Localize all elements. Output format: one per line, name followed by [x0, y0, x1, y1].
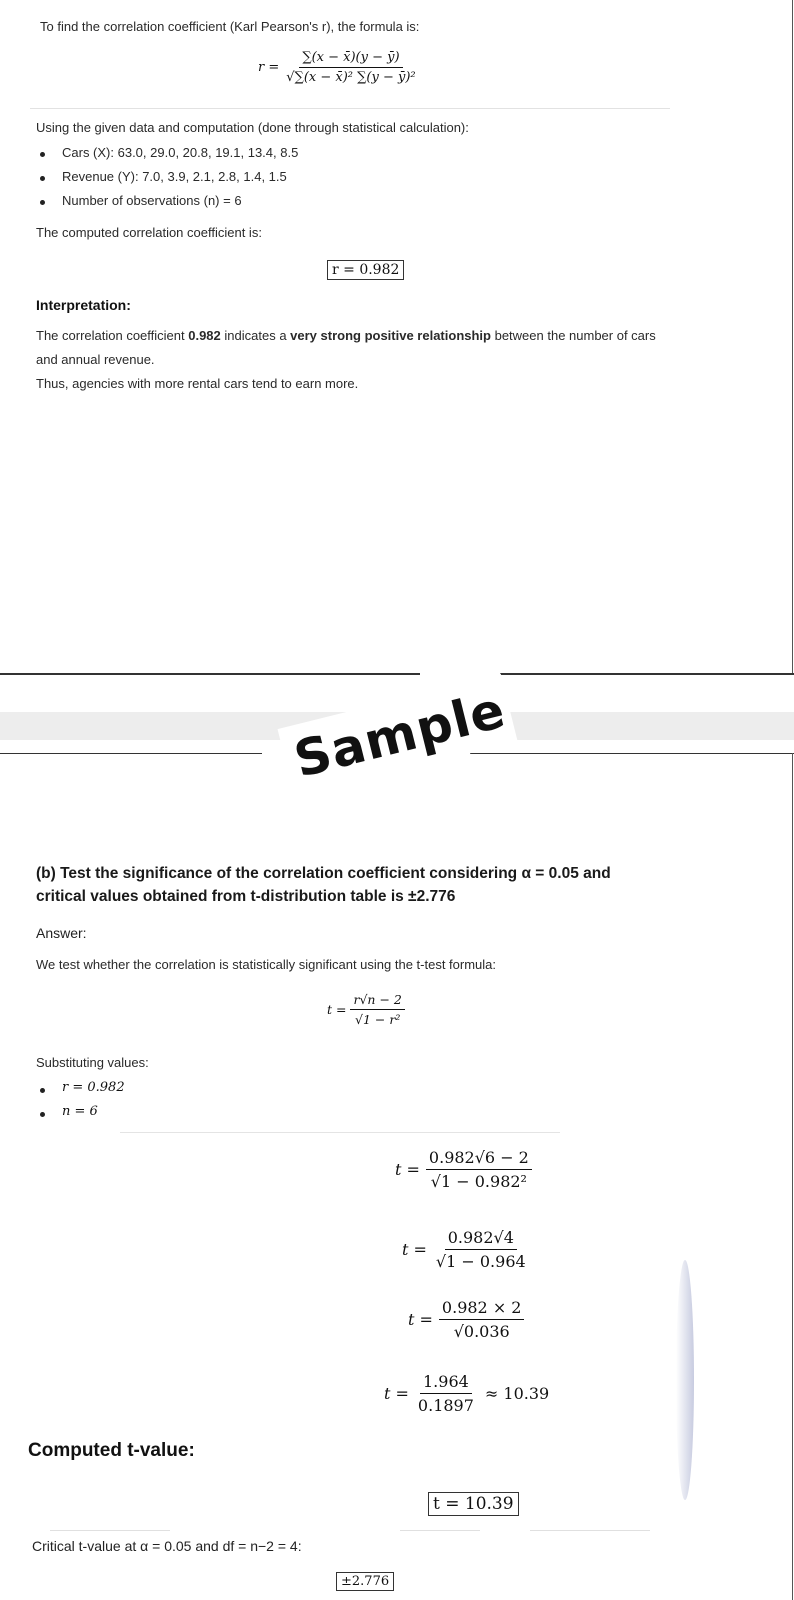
derivation-step-4 — [384, 1372, 549, 1415]
interp-text: The correlation coefficient — [36, 328, 189, 343]
formula-lhs: r = — [258, 60, 280, 75]
step-lhs: t = — [402, 1240, 427, 1259]
step-numerator: 0.982√4 — [445, 1228, 517, 1250]
page-border-right — [792, 0, 793, 675]
divider — [50, 1530, 170, 1531]
interp-text: indicates a — [220, 328, 291, 343]
question-line-2: critical values obtained from t-distribution table is ±2.776 — [36, 888, 456, 905]
answer-label: Answer: — [36, 925, 87, 941]
page-border-bottom — [500, 673, 794, 675]
computed-t-label: Computed t-value: — [28, 1440, 195, 1461]
formula-numerator: r√n − 2 — [350, 992, 404, 1010]
ttest-formula — [327, 992, 405, 1027]
interpretation-line-3: Thus, agencies with more rental cars tend to earn more. — [36, 376, 359, 391]
interpretation-line-1 — [36, 327, 656, 345]
interp-bold-value: 0.982 — [188, 328, 221, 343]
computed-text: The computed correlation coefficient is: — [36, 225, 262, 240]
step-lhs: t = — [408, 1310, 433, 1329]
page-border-right — [792, 753, 793, 1600]
divider — [120, 1132, 560, 1133]
bullet-dot — [40, 1112, 45, 1117]
step-denominator: √1 − 0.982² — [430, 1172, 527, 1191]
interp-bold-phrase: very strong positive relationship — [290, 328, 491, 343]
divider — [530, 1530, 650, 1531]
scan-shadow — [676, 1260, 694, 1500]
bullet-dot — [40, 176, 45, 181]
interp-text: between the number of cars — [490, 328, 656, 343]
step-denominator: √0.036 — [453, 1322, 510, 1341]
substituting-text: Substituting values: — [36, 1055, 149, 1070]
question-line-1: (b) Test the significance of the correlation coefficient considering α = 0.05 and — [36, 865, 611, 882]
ttest-intro: We test whether the correlation is statistically significant using the t-test formula: — [36, 957, 497, 972]
sub-value-r: r = 0.982 — [62, 1080, 125, 1095]
divider — [30, 108, 670, 109]
bullet-dot — [40, 200, 45, 205]
formula-denominator: √∑(x − x̄)² ∑(y − ȳ)² — [286, 70, 416, 85]
formula-numerator: ∑(x − x̄)(y − ȳ) — [299, 50, 402, 68]
step-numerator: 0.982 × 2 — [439, 1298, 525, 1320]
step-approx: ≈ 10.39 — [484, 1384, 550, 1403]
page-border-top — [0, 753, 262, 754]
pearson-formula — [258, 50, 419, 85]
list-item-revenue: Revenue (Y): 7.0, 3.9, 2.1, 2.8, 1.4, 1.5 — [62, 169, 287, 184]
step-denominator: 0.1897 — [417, 1396, 474, 1415]
bullet-dot — [40, 1088, 45, 1093]
page-border-bottom — [0, 673, 420, 675]
correlation-result: r = 0.982 — [327, 260, 404, 280]
critical-t-value: ±2.776 — [336, 1572, 394, 1591]
derivation-step-1 — [395, 1148, 532, 1191]
step-denominator: √1 − 0.964 — [435, 1252, 526, 1271]
step-numerator: 0.982√6 − 2 — [426, 1148, 532, 1170]
interpretation-line-2: and annual revenue. — [36, 352, 155, 367]
formula-denominator: √1 − r² — [355, 1012, 401, 1027]
critical-t-label: Critical t-value at α = 0.05 and df = n−2 = 4: — [32, 1538, 302, 1554]
interpretation-heading: Interpretation: — [36, 297, 131, 313]
derivation-step-2 — [402, 1228, 529, 1271]
watermark-text: Sample — [278, 674, 518, 798]
intro-text: To find the correlation coefficient (Karl Pearson's r), the formula is: — [40, 19, 420, 34]
list-item-observations: Number of observations (n) = 6 — [62, 193, 242, 208]
t-value-result: t = 10.39 — [428, 1492, 519, 1516]
sample-watermark — [278, 674, 523, 817]
formula-lhs: t = — [327, 1002, 347, 1017]
step-numerator: 1.964 — [420, 1372, 472, 1394]
step-lhs: t = — [395, 1160, 420, 1179]
divider — [400, 1530, 480, 1531]
bullet-dot — [40, 152, 45, 157]
sub-value-n: n = 6 — [62, 1104, 98, 1119]
derivation-step-3 — [408, 1298, 524, 1341]
step-lhs: t = — [384, 1384, 409, 1403]
list-item-cars: Cars (X): 63.0, 29.0, 20.8, 19.1, 13.4, 8.5 — [62, 145, 299, 160]
using-data-text: Using the given data and computation (done through statistical calculation): — [36, 120, 469, 135]
